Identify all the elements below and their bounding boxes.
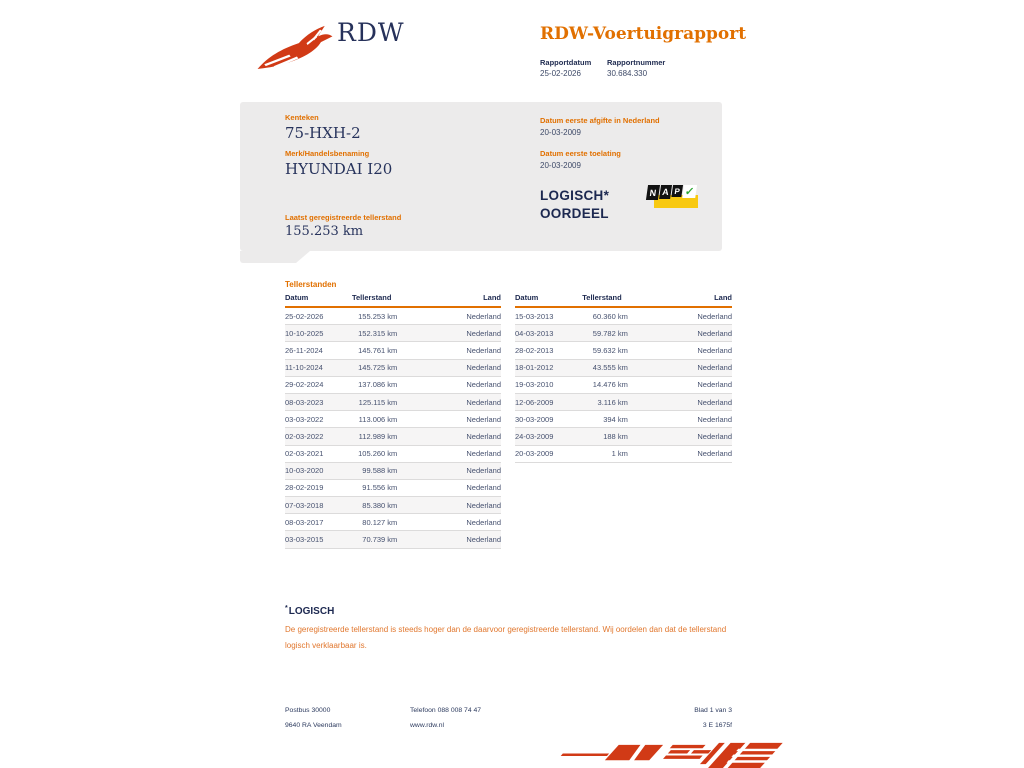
table-row: [515, 393, 732, 410]
laatste-tellerstand-value: 155.253 km: [285, 224, 364, 239]
table-header-row: [285, 291, 501, 307]
table-cell: 28-02-2013: [515, 342, 582, 359]
table-cell: 80.127 km: [352, 514, 397, 531]
table-cell: 11-10-2024: [285, 359, 352, 376]
footnote-title-text: LOGISCH: [288, 606, 335, 617]
table-cell: 70.739 km: [352, 531, 397, 548]
table-cell: 07-03-2018: [285, 497, 352, 514]
footer-address: [285, 703, 342, 733]
table-cell: Nederland: [397, 411, 501, 428]
table-row: [285, 393, 501, 410]
table-row: [515, 342, 732, 359]
table-cell: 137.086 km: [352, 376, 397, 393]
table-row: [285, 359, 501, 376]
nap-letter-p: P: [671, 185, 683, 197]
table-cell: 152.315 km: [352, 325, 397, 342]
tellerstanden-title: Tellerstanden: [285, 280, 337, 289]
table-cell: 26-11-2024: [285, 342, 352, 359]
table-cell: 29-02-2024: [285, 376, 352, 393]
footer-address-line2: 9640 RA Veendam: [285, 722, 342, 729]
table-cell: 19-03-2010: [515, 376, 582, 393]
table-cell: Nederland: [628, 342, 732, 359]
footer-form-code: 3 E 1675f: [702, 722, 732, 729]
table-cell: 145.725 km: [352, 359, 397, 376]
table-row: [285, 462, 501, 479]
nap-checkmark-icon: ✓: [682, 185, 697, 198]
table-cell: 43.555 km: [582, 359, 628, 376]
kenteken-label: Kenteken: [285, 113, 319, 122]
table-cell: Nederland: [397, 462, 501, 479]
table-row: [515, 307, 732, 325]
footer-contact: [410, 703, 481, 733]
table-cell: 02-03-2022: [285, 428, 352, 445]
table-cell: 125.115 km: [352, 393, 397, 410]
logisch-footnote-text: De geregistreerde tellerstand is steeds hoger dan de daarvoor geregistreerde tellerstand. Wij oordelen dan dat de tellerstand logisch verklaarbaar is.: [285, 625, 727, 650]
tellerstanden-table-left: [285, 291, 501, 549]
eerste-afgifte-value: 20-03-2009: [540, 128, 581, 137]
table-cell: 85.380 km: [352, 497, 397, 514]
rdw-logo-bird-icon: [256, 22, 334, 70]
table-cell: Nederland: [397, 393, 501, 410]
table-row: [515, 376, 732, 393]
table-cell: Nederland: [397, 376, 501, 393]
table-cell: 04-03-2013: [515, 325, 582, 342]
column-header-tellerstand: Tellerstand: [582, 291, 628, 307]
table-cell: Nederland: [397, 307, 501, 325]
table-cell: Nederland: [628, 359, 732, 376]
table-row: [285, 411, 501, 428]
table-cell: 25-02-2026: [285, 307, 352, 325]
table-cell: Nederland: [397, 497, 501, 514]
table-cell: Nederland: [397, 479, 501, 496]
table-row: [285, 479, 501, 496]
table-row: [285, 376, 501, 393]
oordeel-text: [540, 187, 609, 223]
table-cell: Nederland: [397, 514, 501, 531]
table-cell: 59.782 km: [582, 325, 628, 342]
nap-letter-a: A: [659, 185, 672, 199]
table-cell: 02-03-2021: [285, 445, 352, 462]
table-cell: 99.588 km: [352, 462, 397, 479]
laatste-tellerstand-label: Laatst geregistreerde tellerstand: [285, 213, 402, 222]
footer-address-line1: Postbus 30000: [285, 707, 331, 714]
table-cell: Nederland: [628, 428, 732, 445]
table-row: [515, 411, 732, 428]
footnote-asterisk: *: [285, 605, 288, 612]
table-cell: 394 km: [582, 411, 628, 428]
table-cell: 59.632 km: [582, 342, 628, 359]
column-header-land: Land: [397, 291, 501, 307]
table-row: [515, 428, 732, 445]
table-cell: 91.556 km: [352, 479, 397, 496]
table-cell: Nederland: [628, 325, 732, 342]
table-cell: 105.260 km: [352, 445, 397, 462]
table-cell: Nederland: [397, 445, 501, 462]
table-cell: 15-03-2013: [515, 307, 582, 325]
table-cell: 18-01-2012: [515, 359, 582, 376]
nap-letter-n: N: [646, 185, 660, 200]
table-cell: Nederland: [397, 342, 501, 359]
table-cell: 08-03-2023: [285, 393, 352, 410]
oordeel-line1: LOGISCH*: [540, 188, 610, 203]
table-row: [515, 325, 732, 342]
rdw-speed-graphic: [545, 741, 787, 768]
table-row: [285, 325, 501, 342]
table-row: [285, 497, 501, 514]
table-cell: 24-03-2009: [515, 428, 582, 445]
table-row: [285, 307, 501, 325]
table-cell: Nederland: [397, 325, 501, 342]
table-cell: 112.989 km: [352, 428, 397, 445]
page-title: RDW-Voertuigrapport: [540, 24, 747, 44]
table-cell: 12-06-2009: [515, 393, 582, 410]
column-header-datum: Datum: [515, 291, 582, 307]
rdw-logo-text: RDW: [337, 18, 405, 47]
table-cell: 10-03-2020: [285, 462, 352, 479]
kenteken-value: 75-HXH-2: [285, 124, 361, 142]
table-cell: Nederland: [397, 531, 501, 548]
merk-label: Merk/Handelsbenaming: [285, 149, 370, 158]
table-cell: 03-03-2022: [285, 411, 352, 428]
table-row: [515, 445, 732, 462]
logisch-footnote-title: [285, 605, 334, 617]
table-cell: 145.761 km: [352, 342, 397, 359]
tellerstanden-table-right: [515, 291, 732, 463]
report-date-value: 25-02-2026: [540, 69, 581, 78]
table-cell: 3.116 km: [582, 393, 628, 410]
footer-page-number: Blad 1 van 3: [694, 707, 732, 714]
table-cell: 08-03-2017: [285, 514, 352, 531]
table-cell: Nederland: [628, 307, 732, 325]
nap-logo-tiles: [646, 185, 697, 200]
table-cell: Nederland: [628, 376, 732, 393]
report-date-label: Rapportdatum: [540, 58, 592, 67]
table-cell: Nederland: [397, 359, 501, 376]
table-cell: 20-03-2009: [515, 445, 582, 462]
column-header-land: Land: [628, 291, 732, 307]
report-number-label: Rapportnummer: [607, 58, 666, 67]
table-row: [515, 359, 732, 376]
table-cell: Nederland: [397, 428, 501, 445]
table-cell: Nederland: [628, 411, 732, 428]
footer-phone: Telefoon 088 008 74 47: [410, 707, 482, 714]
table-cell: 113.006 km: [352, 411, 397, 428]
column-header-datum: Datum: [285, 291, 352, 307]
footer-pagination: [600, 703, 732, 733]
table-cell: 28-02-2019: [285, 479, 352, 496]
report-number-value: 30.684.330: [607, 69, 648, 78]
table-cell: 1 km: [582, 445, 628, 462]
table-row: [285, 514, 501, 531]
eerste-toelating-value: 20-03-2009: [540, 161, 581, 170]
eerste-toelating-label: Datum eerste toelating: [540, 149, 621, 158]
table-cell: 14.476 km: [582, 376, 628, 393]
table-header-row: [515, 291, 732, 307]
oordeel-line2: OORDEEL: [540, 206, 609, 221]
column-header-tellerstand: Tellerstand: [352, 291, 397, 307]
table-cell: Nederland: [628, 393, 732, 410]
table-cell: Nederland: [628, 445, 732, 462]
merk-value: HYUNDAI I20: [285, 160, 393, 178]
table-row: [285, 428, 501, 445]
table-cell: 10-10-2025: [285, 325, 352, 342]
eerste-afgifte-label: Datum eerste afgifte in Nederland: [540, 116, 660, 125]
footer-website: www.rdw.nl: [410, 722, 444, 729]
table-row: [285, 531, 501, 548]
nap-logo: [647, 185, 699, 210]
table-cell: 30-03-2009: [515, 411, 582, 428]
table-cell: 03-03-2015: [285, 531, 352, 548]
table-row: [285, 445, 501, 462]
table-cell: 188 km: [582, 428, 628, 445]
table-row: [285, 342, 501, 359]
table-cell: 60.360 km: [582, 307, 628, 325]
table-cell: 155.253 km: [352, 307, 397, 325]
